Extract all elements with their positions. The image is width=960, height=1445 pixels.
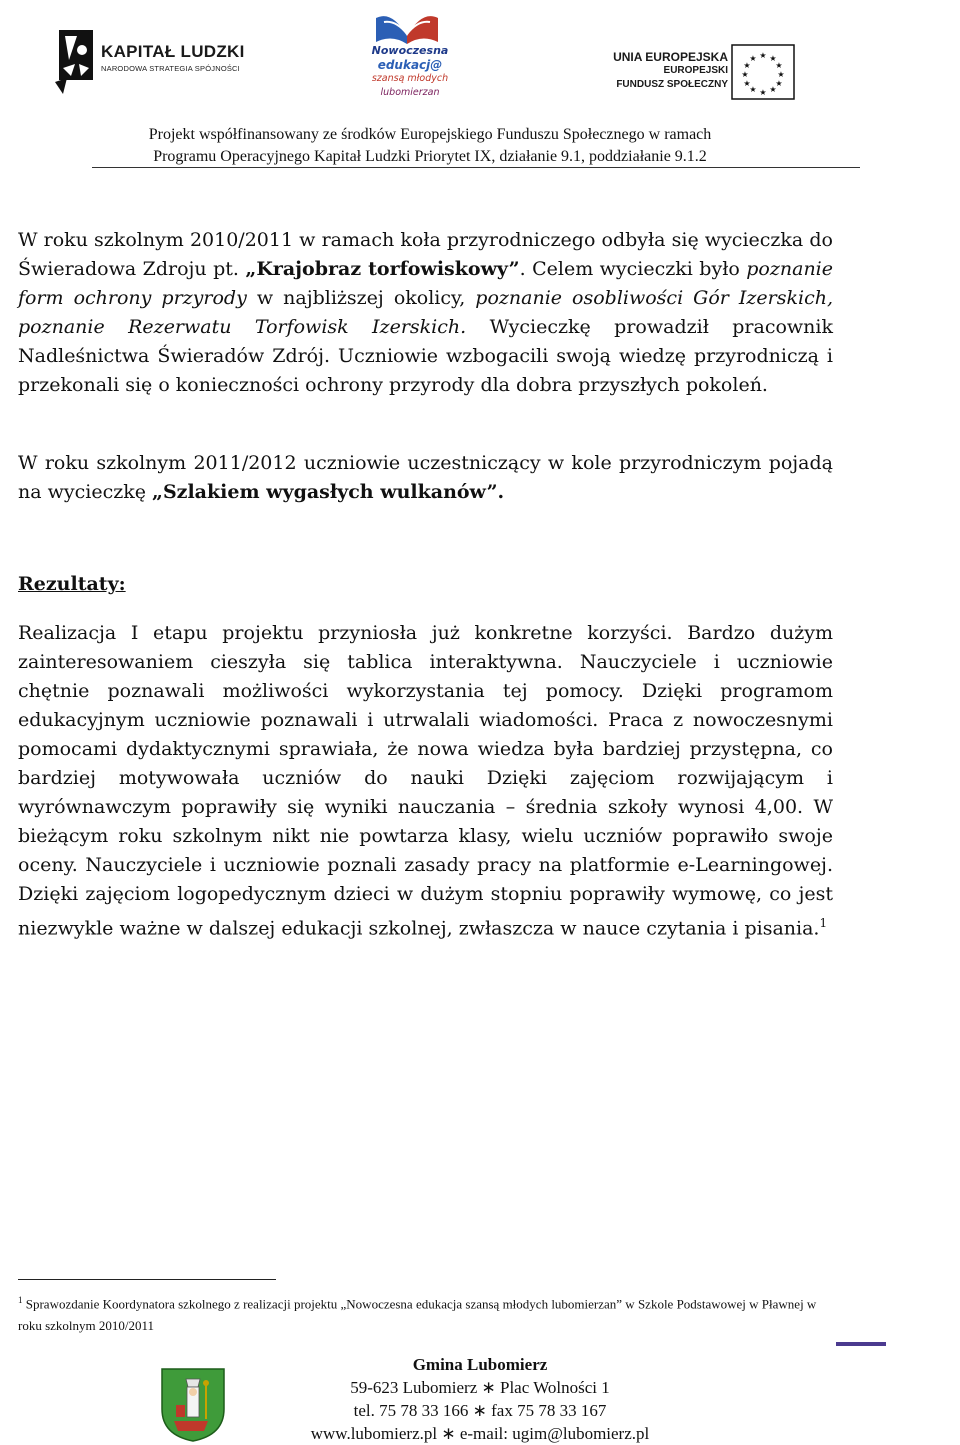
- project-line-2: Programu Operacyjnego Kapitał Ludzki Priorytet IX, działanie 9.1, poddziałanie 9.1.2: [153, 148, 707, 165]
- ue-line2: EUROPEJSKI: [663, 65, 728, 76]
- p1-italic-goal: poznanie form ochrony przyrody: [18, 258, 833, 309]
- open-book-icon: [372, 6, 442, 46]
- p1-text-g: Wycieczkę prowadził pracownik Nadleśnictwa Świeradów Zdrój. Uczniowie wzbogacili swoją wiedzę przyrodniczą i przekonali się o konieczności ochrony przyrody dla dobra przyszłych pokoleń.: [18, 316, 833, 396]
- footer-gmina-name: Gmina Lubomierz: [412, 1355, 548, 1374]
- lubomierzan-text: lubomierzan: [380, 87, 440, 98]
- nowoczesna-text: Nowoczesna: [371, 44, 449, 57]
- footnote-reference: 1: [819, 916, 828, 930]
- paragraph-results: [18, 619, 833, 943]
- project-funding-statement: [0, 124, 860, 168]
- svg-text:★: ★: [777, 70, 785, 79]
- ue-line3: FUNDUSZ SPOŁECZNY: [616, 79, 728, 90]
- svg-text:★: ★: [775, 61, 783, 70]
- kapital-ludzki-subtitle: NARODOWA STRATEGIA SPÓJNOŚCI: [101, 64, 240, 73]
- nowoczesna-edukacja-logo: [352, 4, 462, 104]
- edukacja-text: edukacj@: [377, 58, 443, 72]
- paragraph-excursion-2010: [18, 226, 833, 400]
- p1-text-e: w najbliższej okolicy,: [246, 287, 476, 309]
- p1-italic-goals: poznanie osobliwości Gór Izerskich, poznanie Rezerwatu Torfowisk Izerskich.: [18, 287, 833, 338]
- footnote-number: 1: [18, 1295, 23, 1305]
- footer-address: 59-623 Lubomierz ∗ Plac Wolności 1: [350, 1378, 610, 1397]
- project-line-1: Projekt współfinansowany ze środków Europejskiego Funduszu Społecznego w ramach: [148, 126, 712, 143]
- svg-text:★: ★: [759, 88, 767, 97]
- p1-excursion-title: „Krajobraz torfowiskowy”: [245, 258, 520, 280]
- footnote-divider: [18, 1279, 276, 1280]
- svg-text:★: ★: [769, 54, 777, 63]
- eu-social-fund-logo: [610, 44, 840, 102]
- p2-text-c: .: [497, 481, 505, 503]
- p2-text-a: W roku szkolnym 2011/2012 uczniowie uczestniczący w kole przyrodniczym pojadą na wycieczkę: [18, 452, 833, 503]
- svg-text:★: ★: [769, 85, 777, 94]
- header-divider: [92, 167, 860, 168]
- footer-web-email[interactable]: www.lubomierz.pl ∗ e-mail: ugim@lubomierz.pl: [310, 1424, 650, 1443]
- footnote-text: Sprawozdanie Koordynatora szkolnego z realizacji projektu „Nowoczesna edukacja szansą młodych lubomierzan” w Szkole Podstawowej w Pławnej w roku szkolnym 2010/2011: [18, 1296, 817, 1334]
- kapital-ludzki-title: KAPITAŁ LUDZKI: [101, 42, 245, 61]
- footer-accent-bar: [836, 1342, 886, 1346]
- svg-text:★: ★: [775, 79, 783, 88]
- p1-text-c: . Celem wycieczki było: [519, 258, 747, 280]
- ue-title: UNIA EUROPEJSKA: [613, 50, 728, 64]
- kapital-ludzki-emblem-icon: [55, 20, 95, 95]
- page-header: [0, 0, 960, 170]
- footer-phone: tel. 75 78 33 166 ∗ fax 75 78 33 167: [353, 1401, 607, 1420]
- paragraph-excursion-2011: [18, 449, 833, 507]
- svg-text:★: ★: [741, 70, 749, 79]
- p2-excursion-title: „Szlakiem wygasłych wulkanów”: [152, 481, 498, 503]
- svg-text:★: ★: [743, 79, 751, 88]
- footnote: [18, 1289, 833, 1337]
- kapital-ludzki-logo: [55, 20, 270, 95]
- svg-text:★: ★: [759, 51, 767, 60]
- szansa-mlodych-text: szansą młodych: [371, 73, 449, 84]
- p1-text-a: W roku szkolnym 2010/2011 w ramach koła przyrodniczego odbyła się wycieczka do Świeradowa Zdroju pt.: [18, 229, 833, 280]
- results-heading: Rezultaty:: [18, 573, 126, 595]
- eu-flag-icon: [731, 44, 795, 100]
- footer-contact: [200, 1353, 760, 1445]
- svg-text:★: ★: [749, 54, 757, 63]
- p3-text: Realizacja I etapu projektu przyniosła już konkretne korzyści. Bardzo dużym zainteresowaniem cieszyła się tablica interaktywna. Nauczyciele i uczniowie chętnie poznawali możliwości wykorzystania tej pomocy. Dzięki programom edukacyjnym uczniowie poznawali i utrwalali wiadomości. Praca z nowoczesnymi pomocami dydaktycznymi sprawiała, że nowa wiedza była bardziej przystępna, co bardziej motywowała uczniów do nauki Dzięki zajęciom rozwijającym i wyrównawczym poprawiły się wyniki nauczania – średnia szkoły wynosi 4,00. W bieżącym roku szkolnym nikt nie powtarza klasy, wielu uczniów poprawiło swoje oceny. Nauczyciele i uczniowie poznali zasady pracy na platformie e-Learningowej. Dzięki zajęciom logopedycznym dzieci w dużym stopniu poprawiły wymowę, co jest niezwykle ważne w dalszej edukacji szkolnej, zwłaszcza w nauce czytania i pisania.: [18, 622, 833, 940]
- svg-text:★: ★: [743, 61, 751, 70]
- svg-text:★: ★: [749, 85, 757, 94]
